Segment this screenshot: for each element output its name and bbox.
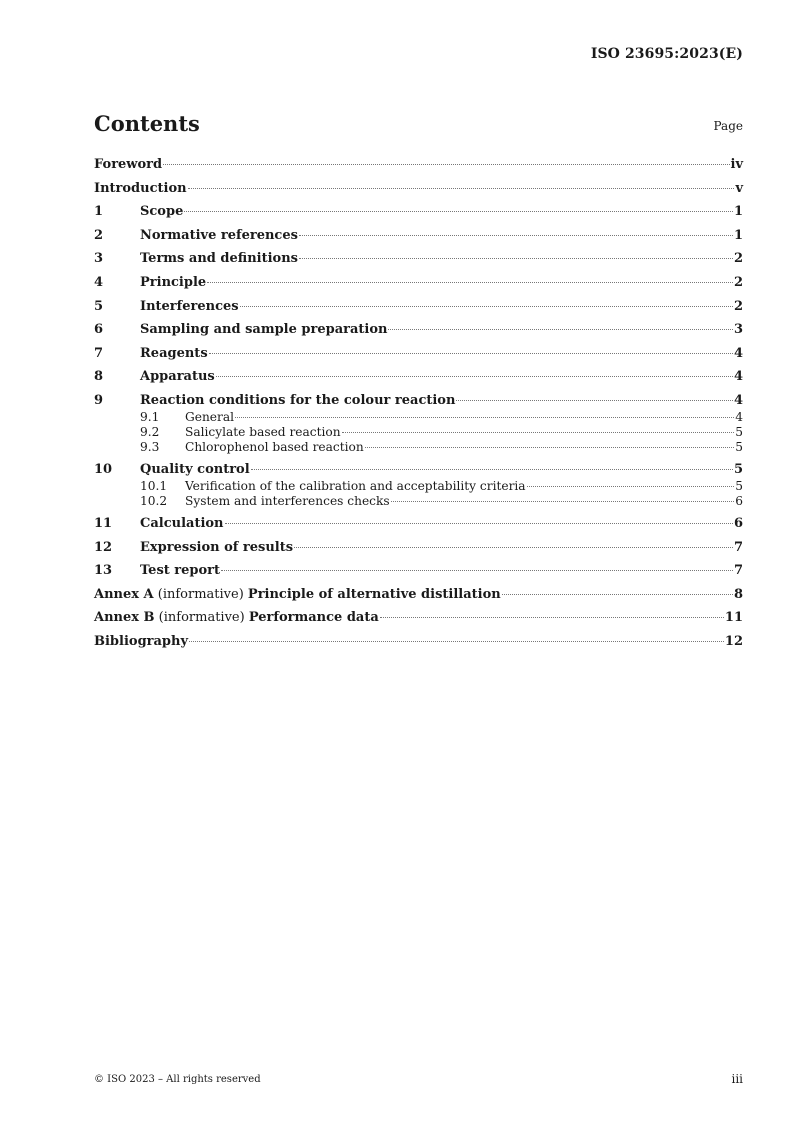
toc-entry-page: 7 — [733, 563, 743, 579]
toc-entry-title: Apparatus — [140, 369, 215, 385]
toc-entry-number: 10.2 — [140, 494, 168, 509]
toc-entry-number: 13 — [94, 563, 113, 579]
toc-entry[interactable] — [94, 585, 743, 604]
toc-entry-number: 9.2 — [140, 425, 160, 440]
dot-leader — [225, 523, 733, 524]
toc-entry-page: 5 — [733, 462, 743, 478]
toc-entry-title: Test report — [140, 563, 221, 579]
toc-entry[interactable] — [94, 538, 743, 557]
toc-entry[interactable] — [94, 179, 743, 198]
dot-leader — [294, 547, 733, 548]
dot-leader — [188, 188, 735, 189]
dot-leader — [240, 306, 733, 307]
toc-entry-title: Interferences — [140, 298, 239, 314]
dot-leader — [527, 486, 735, 487]
toc-entry-title: Verification of the calibration and acceptability criteria — [185, 479, 526, 494]
toc-entry[interactable] — [94, 344, 743, 363]
toc-subentry[interactable] — [94, 440, 743, 455]
toc-entry-page: 1 — [733, 227, 743, 243]
toc-entry[interactable] — [94, 632, 743, 651]
toc-entry-title: System and interferences checks — [185, 494, 390, 509]
dot-leader — [380, 617, 724, 618]
toc-entry-number: 8 — [94, 369, 104, 385]
toc-entry-page: 4 — [733, 345, 743, 361]
toc-entry-number: 5 — [94, 298, 104, 314]
dot-leader — [216, 376, 733, 377]
toc-subentry[interactable] — [94, 494, 743, 509]
toc-entry[interactable] — [94, 367, 743, 386]
toc-entry[interactable] — [94, 514, 743, 533]
dot-leader — [184, 211, 733, 212]
toc-entry-number: 6 — [94, 322, 104, 338]
toc-entry-title: Foreword — [94, 157, 163, 172]
toc-entry-page: v — [735, 180, 743, 196]
toc-entry[interactable] — [94, 155, 743, 174]
dot-leader — [207, 282, 733, 283]
toc-entry-title: Scope — [140, 204, 184, 220]
toc-entry-title: Bibliography — [94, 634, 189, 650]
toc-entry-title: Terms and definitions — [140, 251, 298, 267]
toc-entry-title: General — [185, 409, 234, 424]
toc-entry-page: 5 — [735, 440, 743, 455]
toc-entry-page: 4 — [733, 369, 743, 385]
dot-leader — [251, 469, 733, 470]
toc-entry-number: 10.1 — [140, 479, 168, 494]
annex-label: Annex A — [94, 586, 154, 602]
dot-leader — [209, 353, 733, 354]
dot-leader — [235, 417, 734, 418]
toc-entry-page: 6 — [733, 516, 743, 532]
dot-leader — [502, 594, 733, 595]
toc-entry-title: Chlorophenol based reaction — [185, 440, 364, 455]
toc-entry-page: 5 — [735, 425, 743, 440]
toc-entry[interactable] — [94, 460, 743, 479]
annex-title: Principle of alternative distillation — [247, 586, 501, 602]
toc-entry-number: 10 — [94, 462, 113, 478]
toc-entry-number: 12 — [94, 539, 113, 555]
toc-entry-number: 7 — [94, 345, 104, 361]
toc-entry-title — [94, 585, 501, 604]
toc-entry[interactable] — [94, 297, 743, 316]
toc-entry-page: 8 — [733, 586, 743, 602]
toc-entry-page: 1 — [733, 204, 743, 220]
toc-subentry[interactable] — [94, 410, 743, 425]
toc-entry[interactable] — [94, 561, 743, 580]
toc-entry-page: 2 — [733, 298, 743, 314]
dot-leader — [299, 258, 733, 259]
copyright-notice: © ISO 2023 – All rights reserved — [94, 1074, 261, 1085]
toc-entry-number: 11 — [94, 516, 113, 532]
toc-entry-page: 7 — [733, 539, 743, 555]
toc-entry[interactable] — [94, 202, 743, 221]
toc-entry-number: 3 — [94, 251, 104, 267]
dot-leader — [365, 447, 735, 448]
page-title: Contents — [94, 111, 200, 136]
toc-entry-page: 3 — [733, 322, 743, 338]
toc-entry-page: 4 — [733, 392, 743, 408]
toc-entry[interactable] — [94, 320, 743, 339]
toc-entry-title — [94, 608, 379, 627]
dot-leader — [163, 164, 729, 165]
toc-entry[interactable] — [94, 608, 743, 627]
toc-entry-page: iv — [730, 157, 743, 172]
toc-entry[interactable] — [94, 226, 743, 245]
toc-entry-title: Calculation — [140, 516, 224, 532]
toc-entry-title: Normative references — [140, 227, 298, 243]
toc-entry-page: 5 — [735, 479, 743, 494]
document-id: ISO 23695:2023(E) — [590, 46, 743, 62]
dot-leader — [342, 432, 735, 433]
dot-leader — [189, 641, 724, 642]
toc-entry-title: Reaction conditions for the colour reaction — [140, 392, 456, 408]
toc-entry-number: 4 — [94, 274, 104, 290]
toc-entry-number: 2 — [94, 227, 104, 243]
toc-entry-title: Principle — [140, 274, 207, 290]
toc-entry-page: 11 — [724, 610, 743, 626]
annex-note: (informative) — [153, 586, 248, 602]
dot-leader — [221, 570, 733, 571]
annex-title: Performance data — [248, 610, 379, 626]
dot-leader — [391, 501, 735, 502]
dot-leader — [299, 235, 733, 236]
page-number: iii — [731, 1072, 743, 1086]
dot-leader — [456, 400, 733, 401]
page-column-label: Page — [713, 119, 743, 133]
toc-entry-number: 9.1 — [140, 409, 160, 424]
toc-subentry[interactable] — [94, 479, 743, 494]
toc-entry-number: 1 — [94, 204, 104, 220]
toc-entry[interactable] — [94, 273, 743, 292]
dot-leader — [388, 329, 732, 330]
toc-entry-page: 12 — [724, 634, 743, 650]
toc-entry-number: 9.3 — [140, 440, 160, 455]
toc-entry-title: Reagents — [140, 345, 208, 361]
annex-label: Annex B — [94, 610, 155, 626]
toc-entry[interactable] — [94, 249, 743, 268]
toc-entry-number: 9 — [94, 392, 104, 408]
annex-note: (informative) — [154, 610, 249, 626]
toc-entry-title: Quality control — [140, 462, 250, 478]
table-of-contents — [94, 155, 743, 651]
toc-entry-page: 4 — [735, 409, 743, 424]
toc-entry-title: Salicylate based reaction — [185, 425, 341, 440]
toc-entry-page: 2 — [733, 274, 743, 290]
toc-entry-title: Sampling and sample preparation — [140, 322, 388, 338]
toc-entry-page: 6 — [735, 494, 743, 509]
toc-entry[interactable] — [94, 391, 743, 410]
toc-entry-title: Introduction — [94, 180, 187, 196]
toc-subentry[interactable] — [94, 425, 743, 440]
toc-entry-title: Expression of results — [140, 539, 294, 555]
toc-entry-page: 2 — [733, 251, 743, 267]
